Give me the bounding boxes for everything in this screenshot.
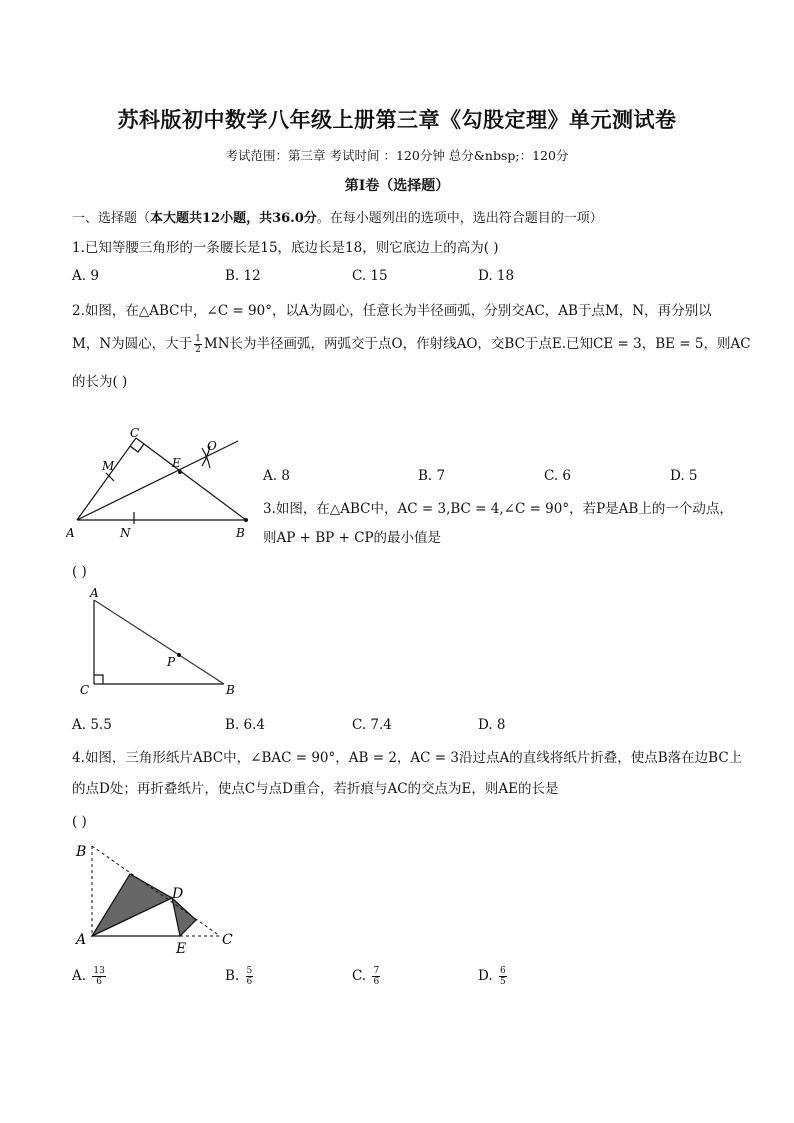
q1-option-d[interactable]: D. 18: [478, 268, 515, 284]
question-2-line3: 的长为( ): [72, 374, 128, 390]
page-title: 苏科版初中数学八年级上册第三章《勾股定理》单元测试卷: [117, 107, 677, 132]
question-3-paren: ( ): [72, 564, 87, 580]
part-title: 第I卷（选择题）: [344, 178, 450, 194]
q4-option-b[interactable]: B. $\frac{5}{6}$: [225, 966, 253, 987]
q4-label-b: B: [76, 844, 87, 860]
q2-option-a[interactable]: A. 8: [263, 468, 290, 484]
section-heading-bold: 本大题共12小题，共36.0分: [150, 211, 317, 226]
q3-label-b: B: [226, 683, 235, 697]
question-4-line1: 4.如图，三角形纸片ABC中，∠BAC = 90°，AB = 2，AC = 3沿过点A的直线将纸片折叠，使点B落在边BC上: [72, 750, 743, 766]
q4-label-a: A: [76, 932, 87, 948]
q3-label-c: C: [80, 683, 90, 697]
q4-option-c[interactable]: C. $\frac{7}{6}$: [352, 966, 380, 987]
q2-option-c[interactable]: C. 6: [544, 468, 572, 484]
q3-label-p: P: [167, 655, 176, 669]
q4-shaded-triangle-1: [92, 874, 172, 936]
exam-info: 考试范围：第三章 考试时间 ：120分钟 总分&nbsp;：120分: [225, 148, 569, 163]
q2-option-d[interactable]: D. 5: [670, 468, 698, 484]
q3-right-angle-mark: [94, 675, 103, 684]
question-2-line1: 2.如图，在△ABC中，∠C = 90°，以A为圆心，任意长为半径画弧，分别交AC，AB于点M，N，再分别以: [72, 303, 712, 319]
q2-right-angle-mark: [130, 444, 144, 452]
q2-label-o: O: [207, 439, 217, 453]
q3-option-a[interactable]: A. 5.5: [72, 717, 112, 733]
q2-label-b: B: [236, 526, 245, 540]
question-3-line2: 则AP + BP + CP的最小值是: [263, 530, 442, 546]
q2-label-c: C: [130, 426, 140, 440]
q4-option-c-fraction: $\frac{7}{6}$: [373, 966, 380, 987]
section-heading: 一、选择题（本大题共12小题，共36.0分。在每小题列出的选项中，选出符合题目的一项）: [72, 211, 603, 226]
question-4-paren: ( ): [72, 814, 87, 830]
q3-option-d[interactable]: D. 8: [478, 717, 506, 733]
q1-option-c[interactable]: C. 15: [352, 268, 388, 284]
q2-label-a: A: [66, 526, 75, 540]
q1-option-b[interactable]: B. 12: [225, 268, 261, 284]
question-3-line1: 3.如图，在△ABC中，AC = 3,BC = 4,∠C = 90°，若P是AB上的一个动点，: [263, 501, 733, 517]
q4-option-a-fraction: $\frac{13}{6}$: [93, 966, 105, 987]
q2-option-b[interactable]: B. 7: [418, 468, 446, 484]
q3-side-ab: [94, 600, 224, 684]
q2-side-bc: [136, 438, 246, 520]
q4-label-d: D: [172, 886, 184, 902]
q2-point-b: [244, 518, 248, 522]
q4-label-c: C: [222, 932, 233, 948]
q2-label-m: M: [102, 459, 115, 473]
q1-option-a[interactable]: A. 9: [72, 268, 99, 284]
q4-option-b-fraction: $\frac{5}{6}$: [246, 966, 253, 987]
q3-point-p: [177, 653, 181, 657]
q4-option-d[interactable]: D. $\frac{6}{5}$: [478, 966, 506, 987]
q2-label-e: E: [172, 456, 181, 470]
fraction-half: $\frac{1}{2}$: [195, 334, 201, 355]
q4-figure: [72, 836, 242, 958]
question-1-text: 1.已知等腰三角形的一条腰长是15，底边长是18，则它底边上的高为( ): [72, 240, 499, 256]
q2-label-n: N: [120, 526, 131, 540]
q3-option-c[interactable]: C. 7.4: [352, 717, 392, 733]
q4-label-e: E: [176, 941, 187, 957]
q2-side-ac: [77, 438, 136, 520]
q2-figure: [66, 424, 252, 544]
q4-option-a[interactable]: A. $\frac{13}{6}$: [72, 966, 105, 987]
q3-figure: [78, 584, 242, 700]
q3-label-a: A: [90, 586, 99, 600]
q3-option-b[interactable]: B. 6.4: [225, 717, 265, 733]
q2-point-e: [178, 470, 182, 474]
question-4-line2: 的点D处；再折叠纸片，使点C与点D重合，若折痕与AC的交点为E，则AE的长是: [72, 781, 559, 797]
q4-option-d-fraction: $\frac{6}{5}$: [499, 966, 506, 987]
question-2-line2: M，N为圆心，大于 $\frac{1}{2}$ MN长为半径画弧，两弧交于点O，作射线AO，交BC于点E.已知CE = 3，BE = 5，则AC: [72, 334, 751, 355]
